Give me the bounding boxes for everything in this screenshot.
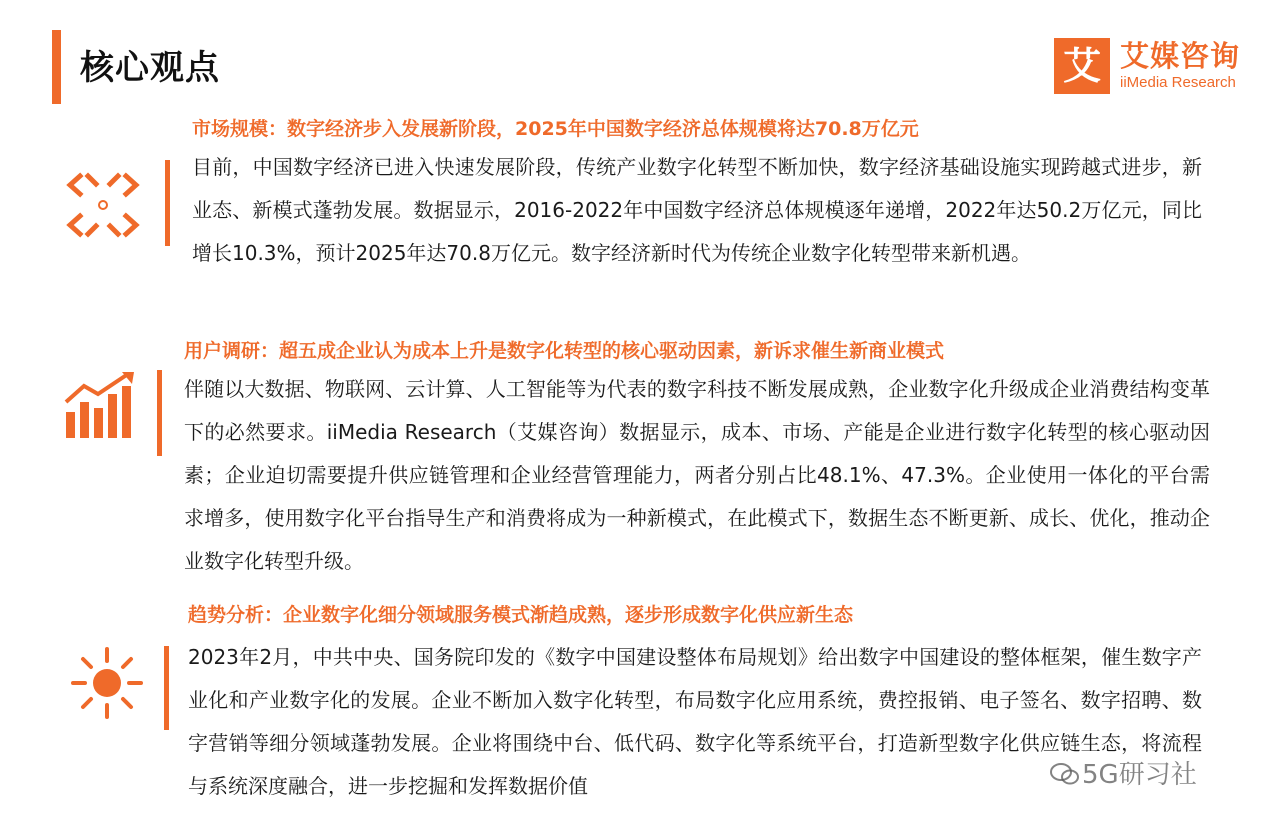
sun-icon	[70, 646, 144, 720]
expand-arrows-icon	[66, 170, 140, 240]
section-heading: 用户调研：超五成企业认为成本上升是数字化转型的核心驱动因素，新诉求催生新商业模式	[184, 340, 945, 362]
title-accent-bar	[52, 30, 61, 104]
growth-chart-icon	[62, 372, 138, 442]
logo-mark: 艾	[1054, 38, 1110, 94]
logo-english-name: iiMedia Research	[1120, 74, 1236, 91]
iimedia-logo	[1054, 38, 1264, 98]
section-body: 伴随以大数据、物联网、云计算、人工智能等为代表的数字科技不断发展成熟，企业数字化升级成企业消费结构变革下的必然要求。iiMedia Research（艾媒咨询）数据显示，成本、市场、产能是企业进行数字化转型的核心驱动因素；企业迫切需要提升供应链管理和企业经营管理能力，两者分别占比48.1%、47.3%。企业使用一体化的平台需求增多，使用数字化平台指导生产和消费将成为一种新模式，在此模式下，数据生态不断更新、成长、优化，推动企业数字化转型升级。	[184, 377, 1210, 573]
section-body: 2023年2月，中共中央、国务院印发的《数字中国建设整体布局规划》给出数字中国建设的整体框架，催生数字产业化和产业数字化的发展。企业不断加入数字化转型，布局数字化应用系统，费控报销、电子签名、数字招聘、数字营销等细分领域蓬勃发展。企业将围绕中台、低代码、数字化等系统平台，打造新型数字化供应链生态，将流程与系统深度融合，进一步挖掘和发挥数据价值	[188, 645, 1202, 798]
section-divider-bar	[157, 370, 162, 456]
page-title: 核心观点	[80, 48, 220, 88]
watermark: 5G研习社	[1082, 760, 1197, 790]
wechat-icon	[1050, 762, 1080, 786]
section-divider-bar	[164, 646, 169, 730]
section-heading: 趋势分析：企业数字化细分领域服务模式渐趋成熟，逐步形成数字化供应新生态	[188, 604, 854, 626]
section-divider-bar	[165, 160, 170, 246]
section-body: 目前，中国数字经济已进入快速发展阶段，传统产业数字化转型不断加快，数字经济基础设施实现跨越式进步，新业态、新模式蓬勃发展。数据显示，2016-2022年中国数字经济总体规模逐年递增，2022年达50.2万亿元，同比增长10.3%，预计2025年达70.8万亿元。数字经济新时代为传统企业数字化转型带来新机遇。	[192, 155, 1202, 265]
section-heading: 市场规模：数字经济步入发展新阶段，2025年中国数字经济总体规模将达70.8万亿元	[192, 118, 919, 140]
logo-chinese-name: 艾媒咨询	[1120, 39, 1241, 73]
